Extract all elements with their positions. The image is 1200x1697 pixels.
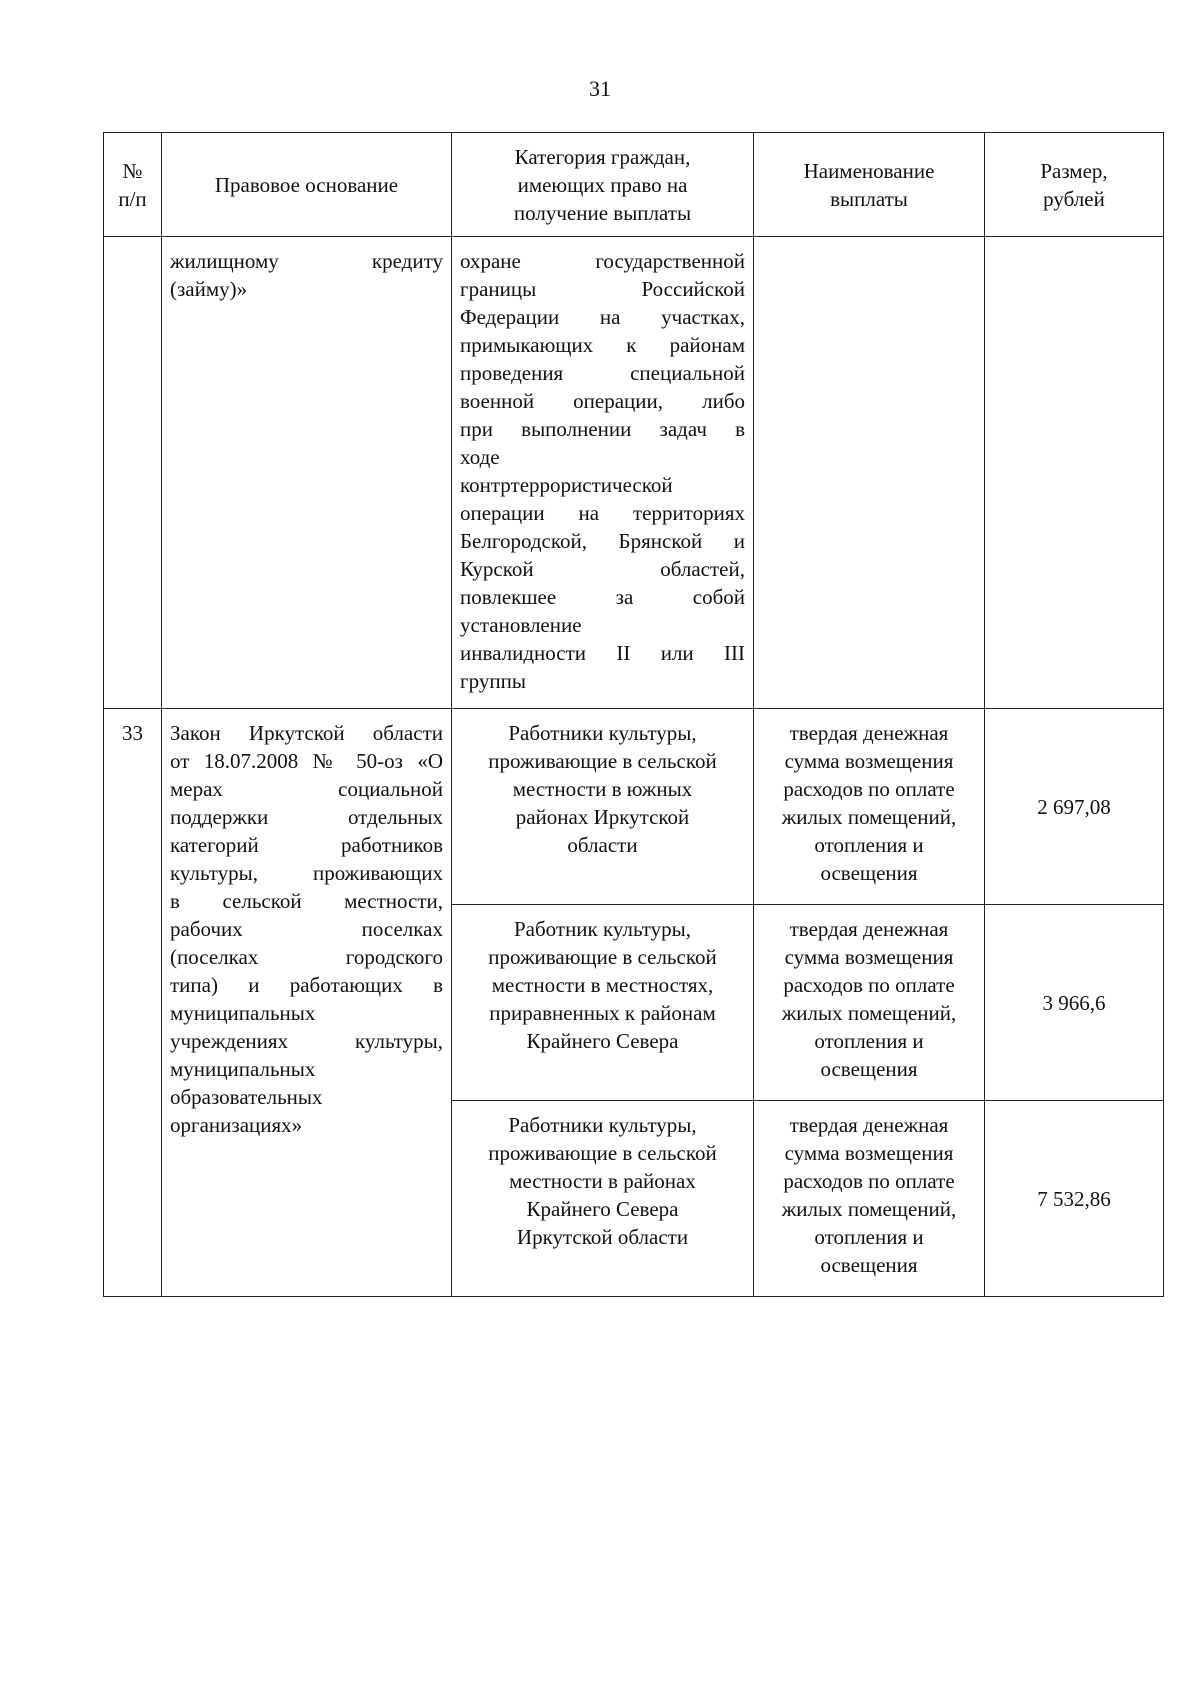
category-line: проживающие в сельской xyxy=(488,945,717,969)
payment-line: твердая денежная xyxy=(789,721,949,745)
table-header-row xyxy=(104,133,1164,237)
basis-line: муниципальных xyxy=(170,1001,316,1025)
header-legal-basis-text: Правовое основание xyxy=(214,172,399,197)
cell-row-number xyxy=(104,709,162,1297)
row-number: 33 xyxy=(122,721,143,745)
cell-legal-basis-continued xyxy=(162,237,452,709)
category-line: Белгородской, Брянской и xyxy=(460,529,745,553)
cell-amount xyxy=(985,1101,1164,1297)
payment-line: твердая денежная xyxy=(789,917,949,941)
category-line: приравненных к районам xyxy=(489,1001,716,1025)
category-line: Работники культуры, xyxy=(508,1113,697,1137)
cell-payment-name xyxy=(754,905,985,1101)
basis-line: категорий работников xyxy=(170,833,443,857)
basis-line: образовательных xyxy=(170,1085,323,1109)
basis-line: Закон Иркутской области xyxy=(170,721,443,745)
category-line: Работники культуры, xyxy=(508,721,697,745)
basis-line: от 18.07.2008 № 50-оз «О xyxy=(170,749,443,773)
header-payment-line: Наименование xyxy=(803,158,935,183)
header-category-line: Категория граждан, xyxy=(514,144,691,169)
category-line: установление xyxy=(460,613,582,637)
page-number: 31 xyxy=(589,76,611,101)
category-line: местности в районах xyxy=(509,1169,696,1193)
category-line: Крайнего Севера xyxy=(526,1029,679,1053)
category-line: военной операции, либо xyxy=(460,389,745,413)
cell-payment-empty xyxy=(754,237,985,709)
cell-payment-name xyxy=(754,1101,985,1297)
category-line: районах Иркутской xyxy=(515,805,690,829)
cell-legal-basis xyxy=(162,709,452,1297)
amount-value: 2 697,08 xyxy=(1037,794,1111,819)
category-line: контртеррористической xyxy=(460,473,673,497)
basis-line: поддержки отдельных xyxy=(170,805,443,829)
payment-line: расходов по оплате xyxy=(783,777,955,801)
payment-line: отопления и xyxy=(814,1029,924,1053)
header-payment-line: выплаты xyxy=(830,186,908,211)
cell-number-empty xyxy=(104,237,162,709)
header-amount-line: Размер, xyxy=(1040,158,1108,183)
cell-category xyxy=(452,1101,754,1297)
category-line: Курской областей, xyxy=(460,557,745,581)
payment-line: жилых помещений, xyxy=(781,805,957,829)
category-line: области xyxy=(567,833,638,857)
header-legal-basis xyxy=(162,133,452,237)
payment-line: сумма возмещения xyxy=(784,1141,954,1165)
payment-line: сумма возмещения xyxy=(784,749,954,773)
category-line: группы xyxy=(460,669,526,693)
category-line: при выполнении задач в xyxy=(460,417,745,441)
category-line: Работник культуры, xyxy=(513,917,691,941)
header-category-line: имеющих право на xyxy=(517,172,688,197)
payment-line: освещения xyxy=(820,1057,918,1081)
header-category xyxy=(452,133,754,237)
header-payment-name xyxy=(754,133,985,237)
category-line: местности в местностях, xyxy=(491,973,714,997)
basis-line: культуры, проживающих xyxy=(170,861,443,885)
category-line: Иркутской области xyxy=(516,1225,689,1249)
cell-amount xyxy=(985,709,1164,905)
category-line: повлекшее за собой xyxy=(460,585,745,609)
cell-amount xyxy=(985,905,1164,1101)
header-amount-line: рублей xyxy=(1043,186,1105,211)
category-line: Федерации на участках, xyxy=(460,305,745,329)
category-line: проживающие в сельской xyxy=(488,749,717,773)
basis-line: (займу)» xyxy=(170,277,248,301)
amount-value: 7 532,86 xyxy=(1037,1186,1111,1211)
cell-category xyxy=(452,905,754,1101)
payment-line: освещения xyxy=(820,1253,918,1277)
cell-category xyxy=(452,709,754,905)
basis-line: в сельской местности, xyxy=(170,889,443,913)
basis-line: (поселках городского xyxy=(170,945,443,969)
cell-category-continued xyxy=(452,237,754,709)
table-row-continuation xyxy=(104,237,1164,709)
payment-line: освещения xyxy=(820,861,918,885)
header-category-line: получение выплаты xyxy=(513,200,692,225)
payments-table xyxy=(103,132,1164,1297)
basis-line: жилищному кредиту xyxy=(170,249,443,273)
category-line: ходе xyxy=(460,445,500,469)
payment-line: твердая денежная xyxy=(789,1113,949,1137)
payment-line: сумма возмещения xyxy=(784,945,954,969)
payment-line: расходов по оплате xyxy=(783,973,955,997)
category-line: проживающие в сельской xyxy=(488,1141,717,1165)
cell-amount-empty xyxy=(985,237,1164,709)
category-line: границы Российской xyxy=(460,277,745,301)
payment-line: расходов по оплате xyxy=(783,1169,955,1193)
header-number-line: № xyxy=(122,158,143,183)
table-row xyxy=(104,709,1164,905)
category-line: Крайнего Севера xyxy=(526,1197,679,1221)
payment-line: отопления и xyxy=(814,1225,924,1249)
header-amount xyxy=(985,133,1164,237)
cell-payment-name xyxy=(754,709,985,905)
category-line: охране государственной xyxy=(460,249,745,273)
category-line: инвалидности II или III xyxy=(460,641,745,665)
header-number-line: п/п xyxy=(118,186,147,211)
amount-value: 3 966,6 xyxy=(1042,990,1106,1015)
basis-line: рабочих поселках xyxy=(170,917,443,941)
basis-line: учреждениях культуры, xyxy=(170,1029,443,1053)
basis-line: организациях» xyxy=(170,1113,303,1137)
basis-line: типа) и работающих в xyxy=(170,973,443,997)
category-line: местности в южных xyxy=(512,777,693,801)
payment-line: отопления и xyxy=(814,833,924,857)
payment-line: жилых помещений, xyxy=(781,1197,957,1221)
payment-line: жилых помещений, xyxy=(781,1001,957,1025)
category-line: проведения специальной xyxy=(460,361,745,385)
basis-line: муниципальных xyxy=(170,1057,316,1081)
category-line: примыкающих к районам xyxy=(460,333,745,357)
header-number xyxy=(104,133,162,237)
category-line: операции на территориях xyxy=(460,501,745,525)
basis-line: мерах социальной xyxy=(170,777,443,801)
